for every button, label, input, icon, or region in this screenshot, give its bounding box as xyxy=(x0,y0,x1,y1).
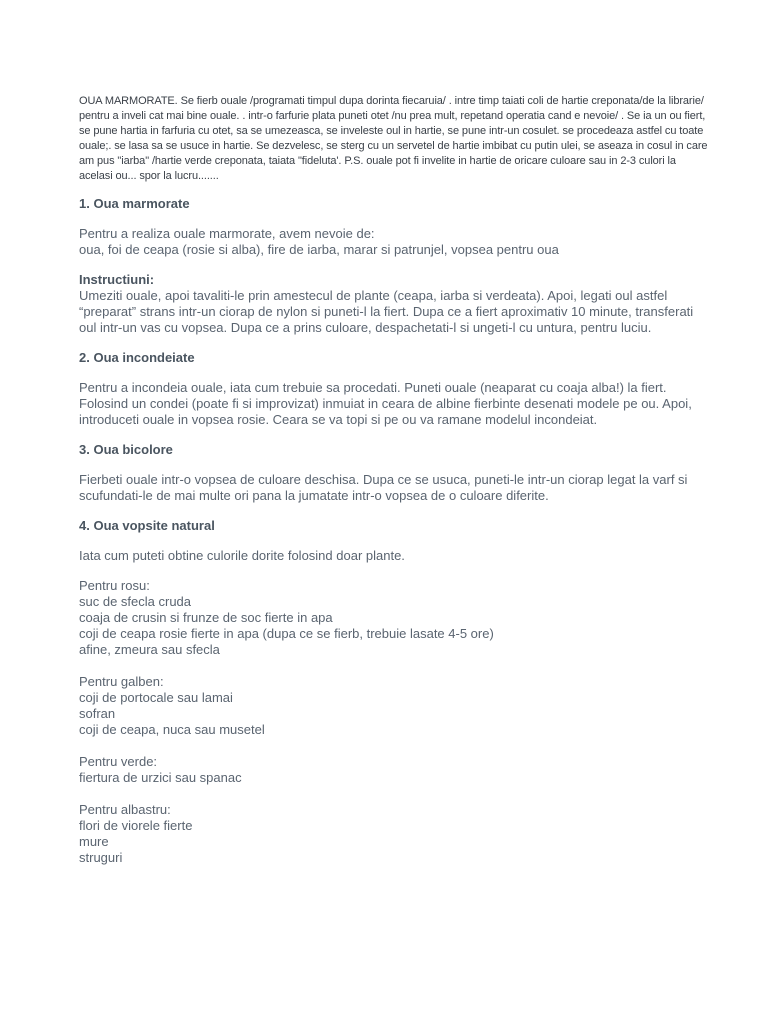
section-intro: Iata cum puteti obtine culorile dorite folosind doar plante. xyxy=(79,548,405,563)
color-label: Pentru albastru: xyxy=(79,802,171,817)
list-item: fiertura de urzici sau spanac xyxy=(79,770,242,785)
section-oua-bicolore xyxy=(79,442,709,504)
list-item: sofran xyxy=(79,706,116,721)
color-group-green xyxy=(79,754,709,786)
color-group-yellow xyxy=(79,674,709,738)
instructions-text: Umeziti ouale, apoi tavaliti-le prin amestecul de plante (ceapa, iarba si verdeata). Apoi, legati oul astfel “preparat” strans intr-un ciorap de nylon si puneti-l la fiert. Dupa ce a fiert aproximativ 10 minute, transferati oul intr-un vas cu vopsea. Dupa ce a prins culoare, despachetati-l si ungeti-l cu untura, pentru luciu. xyxy=(79,288,694,335)
section-text: Pentru a incondeia ouale, iata cum trebuie sa procedati. Puneti ouale (neaparat cu coaja alba!) la fiert. Folosind un condei (poate fi si improvizat) inmuiat in ceara de albine fierbinte desenati modele pe ou. Apoi, introduceti ouale in vopsea rosie. Ceara se va topi si pe ou va ramane modelul incondeiat. xyxy=(79,380,692,427)
section-oua-vopsite-natural xyxy=(79,518,709,866)
list-item: afine, zmeura sau sfecla xyxy=(79,642,220,657)
color-group-red xyxy=(79,578,709,658)
text-line: Pentru a realiza ouale marmorate, avem nevoie de: xyxy=(79,226,375,241)
section-oua-incondeiate xyxy=(79,350,709,428)
section-title: 4. Oua vopsite natural xyxy=(79,518,215,533)
list-item: suc de sfecla cruda xyxy=(79,594,192,609)
color-group-blue xyxy=(79,802,709,866)
document-page xyxy=(79,94,709,866)
section-title: 3. Oua bicolore xyxy=(79,442,173,457)
intro-paragraph: OUA MARMORATE. Se fierb ouale /programati timpul dupa dorinta fiecaruia/ . intre timp taiati coli de hartie creponata/de la librarie/ pentru a inveli cat mai bine ouale. . intr-o farfurie plata puneti otet /nu prea mult, repetand operatia cand e nevoie/ . Se ia un ou fiert, se pune hartia in farfuria cu otet, sa se umezeasca, se inveleste oul in hartie, se pune intr-un cosulet. se procedeaza astfel cu toate ouale;. se lasa sa se usuce in hartie. Se dezvelesc, se sterg cu un servetel de hartie imbibat cu putin ulei, se aseaza in cosul in care am pus "iarba" /hartie verde creponata, taiata "fideluta'. P.S. ouale pot fi invelite in hartie de oricare culoare sau in 2-3 culori la acelasi ou... spor la lucru....... xyxy=(79,95,708,182)
list-item: struguri xyxy=(79,850,123,865)
list-item: coji de portocale sau lamai xyxy=(79,690,233,705)
section-title: 1. Oua marmorate xyxy=(79,196,190,211)
color-label: Pentru galben: xyxy=(79,674,164,689)
section-text: Fierbeti ouale intr-o vopsea de culoare deschisa. Dupa ce se usuca, puneti-le intr-un ciorap legat la varf si scufundati-le de mai multe ori pana la jumatate intr-o vopsea de o culoare diferite. xyxy=(79,472,688,503)
list-item: mure xyxy=(79,834,109,849)
text-line: oua, foi de ceapa (rosie si alba), fire de iarba, marar si patrunjel, vopsea pentru oua xyxy=(79,242,559,257)
list-item: flori de viorele fierte xyxy=(79,818,193,833)
instructions-label: Instructiuni: xyxy=(79,272,155,287)
color-label: Pentru verde: xyxy=(79,754,158,769)
color-label: Pentru rosu: xyxy=(79,578,150,593)
list-item: coji de ceapa, nuca sau musetel xyxy=(79,722,265,737)
list-item: coji de ceapa rosie fierte in apa (dupa ce se fierb, trebuie lasate 4-5 ore) xyxy=(79,626,494,641)
section-oua-marmorate xyxy=(79,196,709,336)
section-title: 2. Oua incondeiate xyxy=(79,350,195,365)
list-item: coaja de crusin si frunze de soc fierte in apa xyxy=(79,610,333,625)
